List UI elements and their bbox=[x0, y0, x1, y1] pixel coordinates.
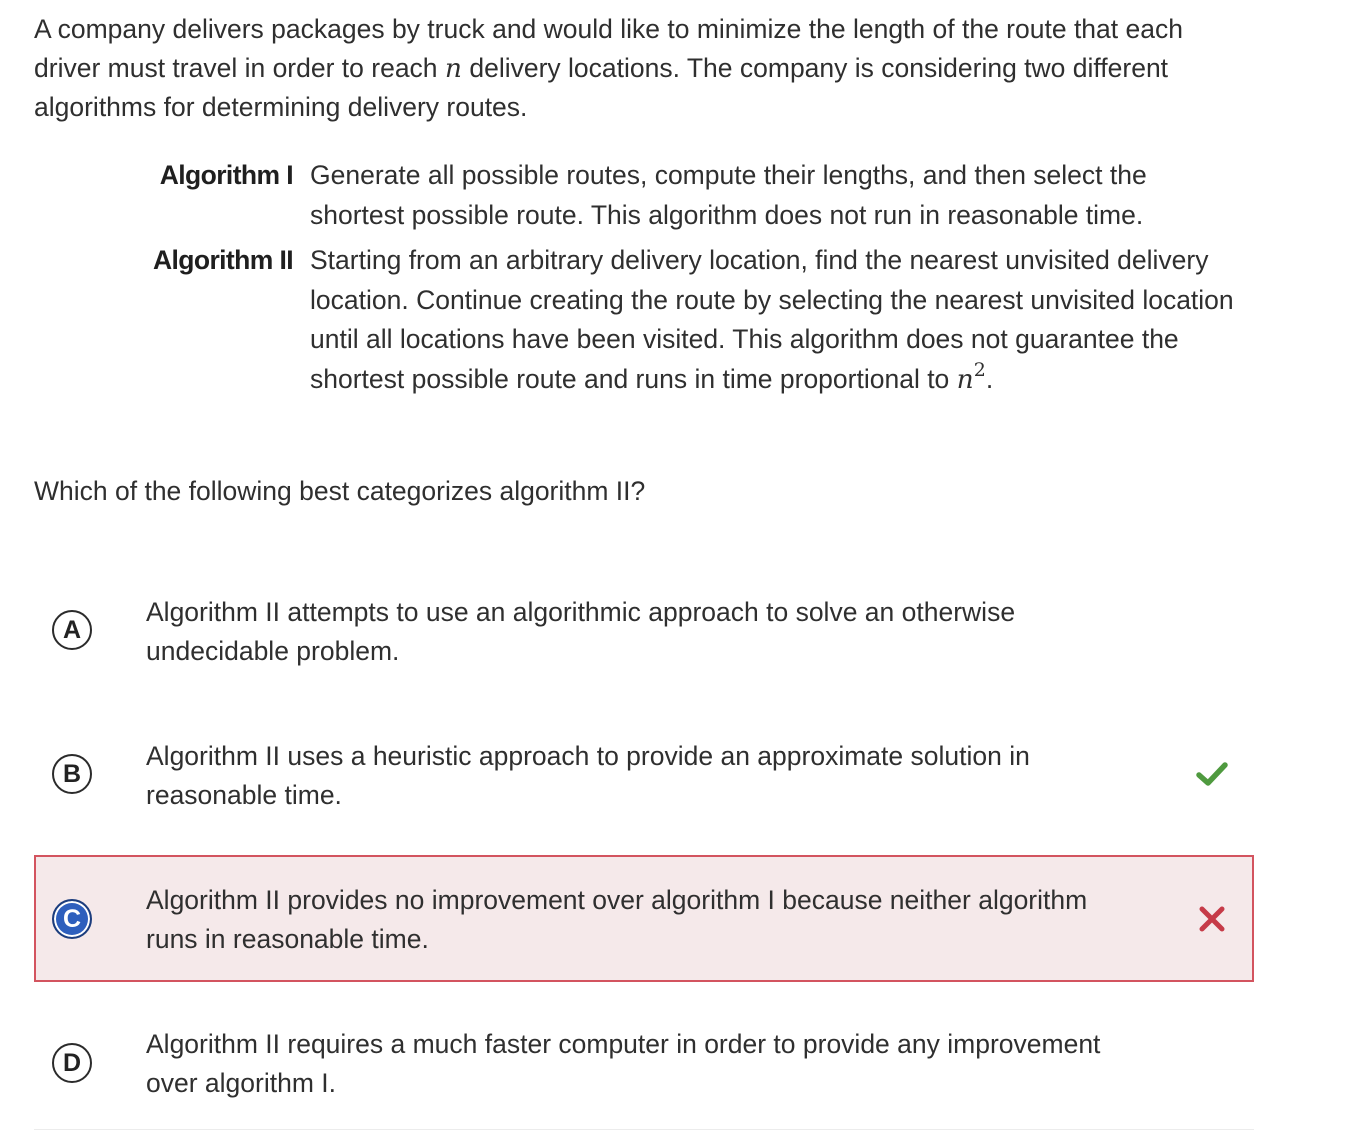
description-tail: . bbox=[985, 363, 994, 394]
question-stem bbox=[34, 10, 1224, 127]
answer-choice-c[interactable] bbox=[34, 855, 1254, 982]
math-base: n bbox=[956, 363, 974, 395]
algorithm-row bbox=[130, 241, 1240, 399]
math-exponent: 2 bbox=[973, 358, 986, 381]
choice-letter-badge[interactable]: A bbox=[52, 610, 92, 650]
choice-letter-badge-selected[interactable]: C bbox=[52, 899, 92, 939]
answer-choice-d[interactable] bbox=[34, 1012, 1254, 1122]
answer-choice-a[interactable] bbox=[34, 580, 1254, 700]
choice-text: Algorithm II uses a heuristic approach to provide an approximate solution in reasonable time. bbox=[146, 741, 1030, 810]
stem-text-part1: A company delivers packages by truck and would like to minimize the length of the route that each driver must travel in order to reach bbox=[34, 14, 1183, 83]
choice-text: Algorithm II attempts to use an algorithmic approach to solve an otherwise undecidable problem. bbox=[146, 597, 1016, 666]
variable-n: n bbox=[444, 53, 462, 84]
answer-choice-b[interactable] bbox=[34, 724, 1254, 844]
algorithm-description: Generate all possible routes, compute their lengths, and then select the shortest possible route. This algorithm does not run in reasonable time. bbox=[310, 160, 1147, 230]
math-n-squared bbox=[956, 358, 986, 395]
algorithm-description bbox=[310, 241, 1240, 399]
divider bbox=[34, 1129, 1254, 1130]
choice-text: Algorithm II requires a much faster computer in order to provide any improvement over algorithm I. bbox=[146, 1029, 1101, 1098]
algorithm-name: Algorithm I bbox=[159, 160, 293, 190]
algorithm-definitions bbox=[130, 156, 1240, 405]
stem-text-part2: delivery locations. The company is considering two different algorithms for determining delivery routes. bbox=[34, 53, 1169, 122]
algorithm-row bbox=[130, 156, 1240, 235]
checkmark-icon bbox=[1194, 756, 1230, 792]
algorithm-description-text: Starting from an arbitrary delivery location, find the nearest unvisited delivery location. Continue creating the route by selecting the nearest unvisited location until all locations have been visited. This algorithm does not guarantee the shortest possible route and runs in time proportional to bbox=[310, 245, 1234, 394]
choice-text: Algorithm II provides no improvement over algorithm I because neither algorithm runs in reasonable time. bbox=[146, 885, 1088, 954]
algorithm-name: Algorithm II bbox=[152, 245, 293, 275]
question-prompt: Which of the following best categorizes algorithm II? bbox=[34, 476, 646, 506]
choice-letter-badge[interactable]: B bbox=[52, 754, 92, 794]
choice-letter-badge[interactable]: D bbox=[52, 1043, 92, 1083]
x-mark-icon bbox=[1194, 901, 1230, 937]
